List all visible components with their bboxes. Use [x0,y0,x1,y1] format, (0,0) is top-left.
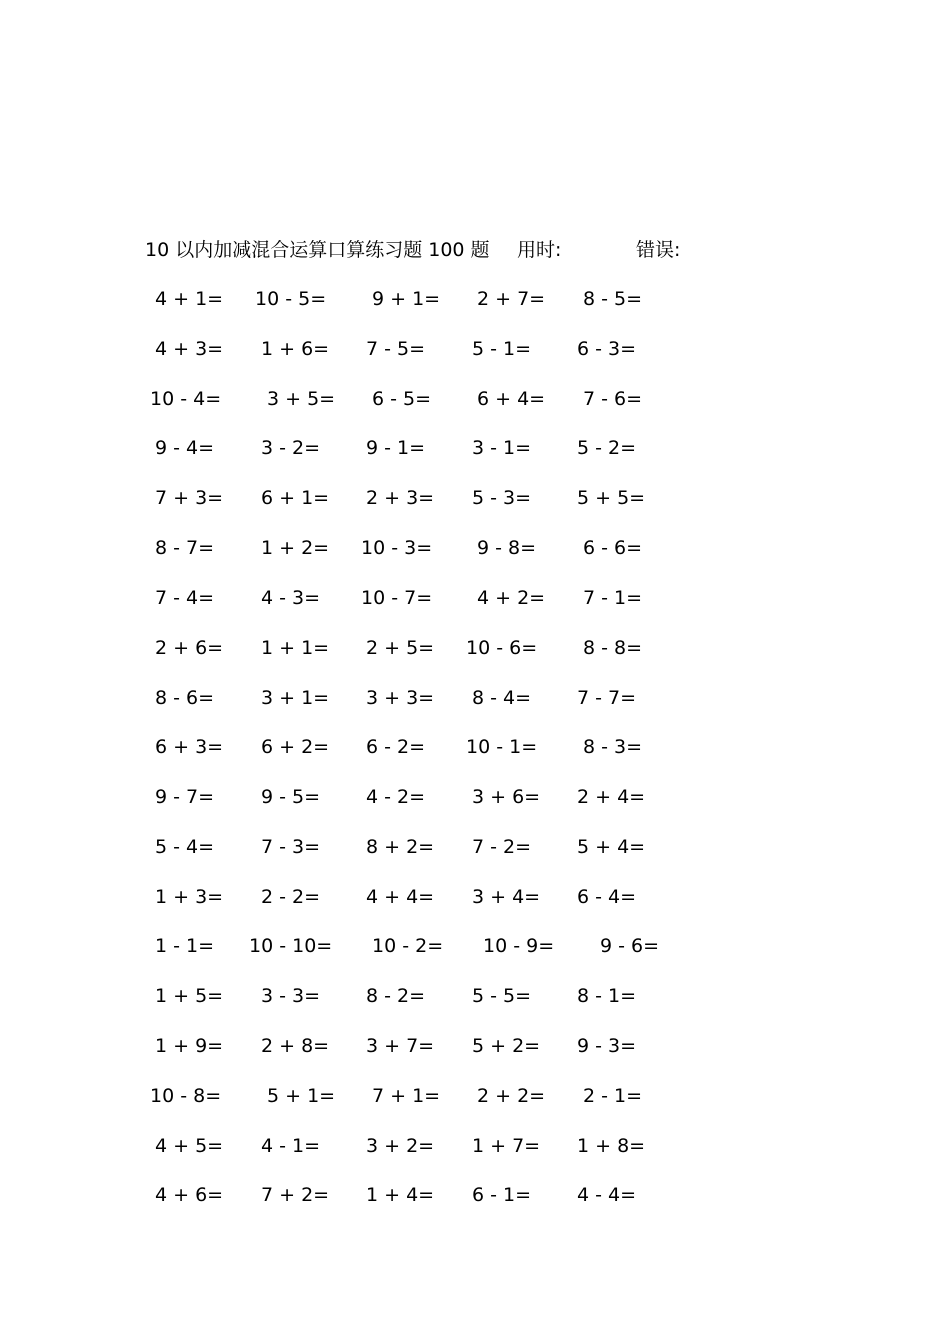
problem-cell: 4 - 2= [366,786,426,808]
problem-cell: 6 + 2= [261,736,330,758]
problem-cell: 7 + 3= [155,487,224,509]
problem-row [0,433,950,463]
problem-cell: 2 + 3= [366,487,435,509]
problem-cell: 7 - 1= [583,587,643,609]
problem-cell: 3 + 4= [472,886,541,908]
problem-cell: 9 - 6= [600,935,660,957]
problem-cell: 3 + 5= [267,388,336,410]
problem-cell: 2 - 2= [261,886,321,908]
problem-cell: 6 - 5= [372,388,432,410]
problem-cell: 1 + 8= [577,1135,646,1157]
problem-cell: 3 + 6= [472,786,541,808]
problem-cell: 5 + 4= [577,836,646,858]
errors-label: 错误: [636,239,681,261]
problem-row [0,334,950,364]
problem-cell: 4 + 1= [155,288,224,310]
problem-cell: 4 - 4= [577,1184,637,1206]
problem-row [0,832,950,862]
problem-cell: 9 - 1= [366,437,426,459]
problem-row [0,1131,950,1161]
problem-cell: 2 + 7= [477,288,546,310]
problem-cell: 2 - 1= [583,1085,643,1107]
problem-cell: 4 + 4= [366,886,435,908]
problem-cell: 5 - 5= [472,985,532,1007]
problem-cell: 10 - 2= [372,935,444,957]
problem-cell: 4 + 5= [155,1135,224,1157]
problem-cell: 2 + 2= [477,1085,546,1107]
problem-cell: 8 - 5= [583,288,643,310]
problem-cell: 5 - 4= [155,836,215,858]
problem-row [0,981,950,1011]
problem-row [0,583,950,613]
problem-cell: 3 + 3= [366,687,435,709]
problem-cell: 1 - 1= [155,935,215,957]
problem-cell: 10 - 7= [361,587,433,609]
problem-cell: 7 - 6= [583,388,643,410]
problem-cell: 4 + 3= [155,338,224,360]
problem-cell: 7 - 3= [261,836,321,858]
problem-cell: 4 + 6= [155,1184,224,1206]
problem-cell: 3 + 7= [366,1035,435,1057]
problem-cell: 1 + 4= [366,1184,435,1206]
problem-cell: 1 + 7= [472,1135,541,1157]
problem-row [0,384,950,414]
problem-cell: 4 - 3= [261,587,321,609]
problem-cell: 10 - 9= [483,935,555,957]
problem-cell: 3 - 3= [261,985,321,1007]
problem-row [0,483,950,513]
problem-cell: 1 + 2= [261,537,330,559]
problem-row [0,782,950,812]
problem-cell: 10 - 4= [150,388,222,410]
problem-row [0,533,950,563]
problem-cell: 9 + 1= [372,288,441,310]
problem-cell: 6 - 4= [577,886,637,908]
problem-cell: 10 - 10= [249,935,333,957]
problem-cell: 5 + 1= [267,1085,336,1107]
problem-cell: 6 - 2= [366,736,426,758]
problem-cell: 6 + 3= [155,736,224,758]
problem-cell: 8 - 1= [577,985,637,1007]
problem-cell: 1 + 6= [261,338,330,360]
problem-row [0,1031,950,1061]
problem-row [0,1081,950,1111]
problem-cell: 5 - 2= [577,437,637,459]
problem-cell: 10 - 1= [466,736,538,758]
problem-cell: 6 + 4= [477,388,546,410]
problem-cell: 7 + 1= [372,1085,441,1107]
problem-cell: 9 - 4= [155,437,215,459]
problem-cell: 5 + 2= [472,1035,541,1057]
problem-cell: 10 - 8= [150,1085,222,1107]
problem-cell: 3 - 1= [472,437,532,459]
problem-cell: 10 - 5= [255,288,327,310]
problem-cell: 2 + 6= [155,637,224,659]
problem-cell: 8 - 3= [583,736,643,758]
problem-cell: 3 - 2= [261,437,321,459]
time-used-label: 用时: [517,239,562,261]
problem-cell: 7 - 7= [577,687,637,709]
problem-cell: 1 + 1= [261,637,330,659]
problem-cell: 5 + 5= [577,487,646,509]
problem-cell: 7 + 2= [261,1184,330,1206]
problem-cell: 5 - 3= [472,487,532,509]
problem-cell: 6 - 3= [577,338,637,360]
problem-cell: 3 + 2= [366,1135,435,1157]
problem-cell: 7 - 4= [155,587,215,609]
problem-cell: 1 + 3= [155,886,224,908]
problem-row [0,882,950,912]
problem-row [0,683,950,713]
problem-cell: 1 + 9= [155,1035,224,1057]
problem-cell: 8 - 2= [366,985,426,1007]
problem-cell: 2 + 5= [366,637,435,659]
problem-row [0,284,950,314]
problem-row [0,931,950,961]
problem-cell: 10 - 3= [361,537,433,559]
problem-cell: 9 - 7= [155,786,215,808]
problem-row [0,633,950,663]
problem-cell: 8 - 7= [155,537,215,559]
problem-cell: 8 - 4= [472,687,532,709]
problem-cell: 5 - 1= [472,338,532,360]
problem-cell: 7 - 5= [366,338,426,360]
worksheet-title: 10 以内加减混合运算口算练习题 100 题 [145,239,490,261]
problem-cell: 8 - 6= [155,687,215,709]
problem-cell: 6 + 1= [261,487,330,509]
problem-cell: 2 + 4= [577,786,646,808]
problem-row [0,732,950,762]
problem-cell: 10 - 6= [466,637,538,659]
problem-cell: 8 - 8= [583,637,643,659]
problem-cell: 3 + 1= [261,687,330,709]
problem-cell: 8 + 2= [366,836,435,858]
problem-cell: 9 - 3= [577,1035,637,1057]
problem-cell: 7 - 2= [472,836,532,858]
problem-cell: 9 - 5= [261,786,321,808]
problem-cell: 9 - 8= [477,537,537,559]
problem-cell: 6 - 6= [583,537,643,559]
problem-cell: 4 - 1= [261,1135,321,1157]
problem-cell: 2 + 8= [261,1035,330,1057]
problem-cell: 6 - 1= [472,1184,532,1206]
problem-cell: 4 + 2= [477,587,546,609]
problem-cell: 1 + 5= [155,985,224,1007]
problem-row [0,1180,950,1210]
